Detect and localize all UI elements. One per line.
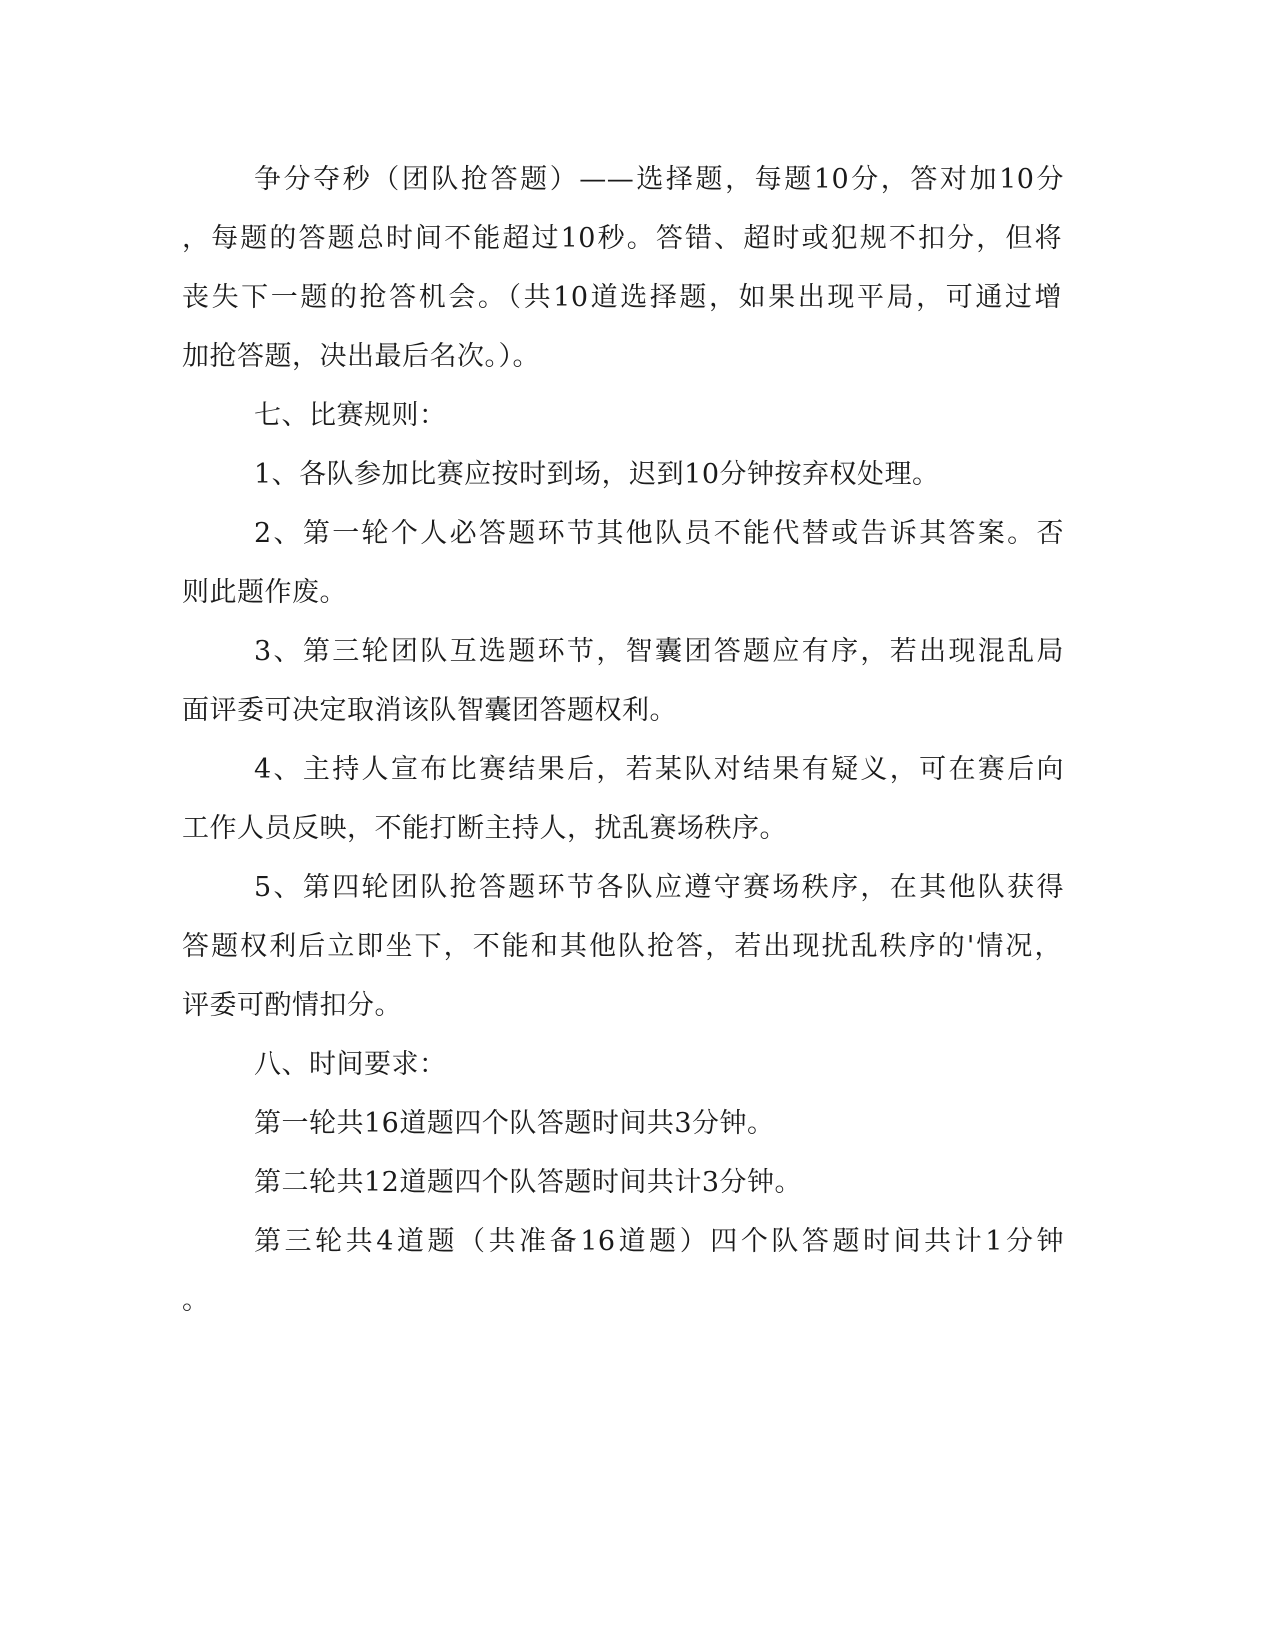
- section-heading-time: 八、时间要求：: [254, 1049, 447, 1080]
- time-item-round-2: 第二轮共12道题四个队答题时间共计3分钟。: [254, 1167, 803, 1198]
- time-item-round-3: 第三轮共4道题（共准备16道题）四个队答题时间共计1分钟: [254, 1226, 1064, 1257]
- rule-item-3: 3、第三轮团队互选题环节，智囊团答题应有序，若出现混乱局: [254, 636, 1064, 667]
- paragraph-line: ，每题的答题总时间不能超过10秒。答错、超时或犯规不扣分，但将: [182, 223, 1062, 254]
- rule-item-3-cont: 面评委可决定取消该队智囊团答题权利。: [182, 695, 677, 726]
- time-item-round-1: 第一轮共16道题四个队答题时间共3分钟。: [254, 1108, 775, 1139]
- rule-item-1: 1、各队参加比赛应按时到场，迟到10分钟按弃权处理。: [254, 459, 940, 490]
- rule-item-5-cont: 答题权利后立即坐下，不能和其他队抢答，若出现扰乱秩序的'情况，: [182, 931, 1062, 962]
- paragraph-line: 加抢答题，决出最后名次。）。: [182, 341, 540, 372]
- rule-item-4-cont: 工作人员反映，不能打断主持人，扰乱赛场秩序。: [182, 813, 787, 844]
- rule-item-5-cont-2: 评委可酌情扣分。: [182, 990, 402, 1021]
- paragraph-line: 丧失下一题的抢答机会。（共10道选择题，如果出现平局，可通过增: [182, 282, 1062, 313]
- paragraph-line: 争分夺秒（团队抢答题）——选择题，每题10分，答对加10分: [254, 164, 1064, 195]
- rule-item-2: 2、第一轮个人必答题环节其他队员不能代替或告诉其答案。否: [254, 518, 1064, 549]
- rule-item-2-cont: 则此题作废。: [182, 577, 347, 608]
- rule-item-5: 5、第四轮团队抢答题环节各队应遵守赛场秩序，在其他队获得: [254, 872, 1064, 903]
- rule-item-4: 4、主持人宣布比赛结果后，若某队对结果有疑义，可在赛后向: [254, 754, 1064, 785]
- time-item-round-3-cont: 。: [182, 1285, 210, 1316]
- section-heading-rules: 七、比赛规则：: [254, 400, 447, 431]
